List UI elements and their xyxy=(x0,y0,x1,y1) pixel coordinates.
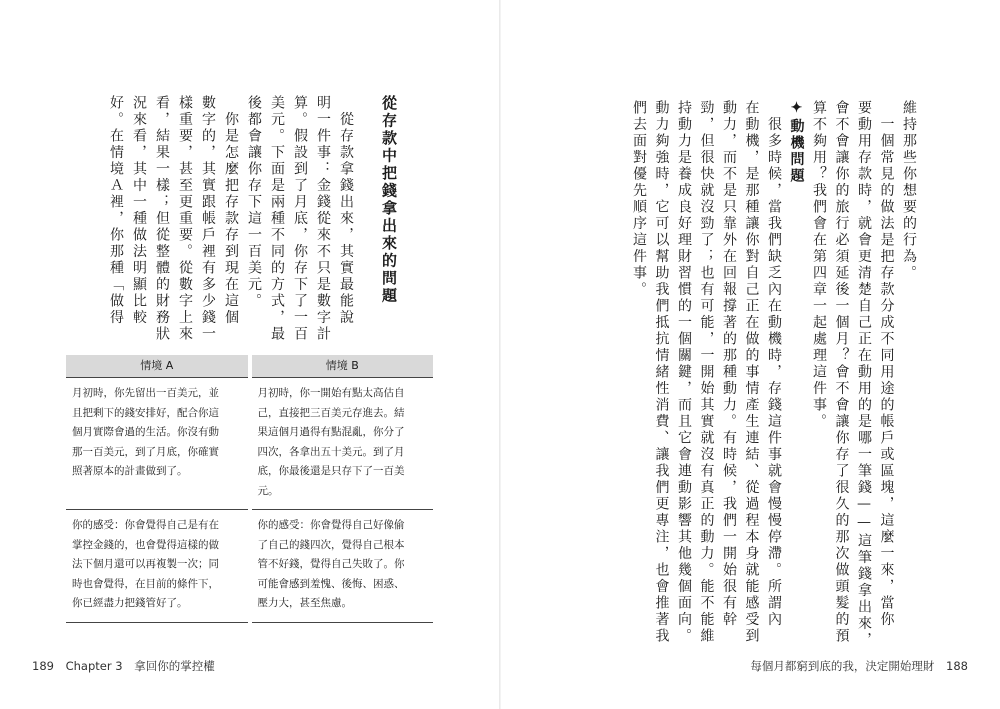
body-line: 要動用存款時，就會更清楚自己正在動用的是哪一筆錢——這筆錢拿出來， xyxy=(856,100,872,649)
body-line: 在動機，是那種讓你對自己正在做的事情產生連結、從過程本身就能感受到 xyxy=(743,100,760,645)
body-line: 算。假設到了月底，你存下了一百 xyxy=(292,95,308,343)
left-page-number: 189 xyxy=(32,659,54,673)
body-line: 很多時候，當我們缺乏內在動機時，存錢這件事就會慢慢停滯。所謂內 xyxy=(766,100,782,628)
right-page-body xyxy=(628,100,921,649)
cell-text-line: 那一百美元，到了月底，你確實 xyxy=(72,445,219,458)
body-line: 從存款拿錢出來，其實最能說 xyxy=(338,95,354,326)
cell-text-line: 底，你最後還是只存下了一百美 xyxy=(257,465,405,477)
table-row xyxy=(66,378,433,510)
body-line: 算不夠用？我們會在第四章一起處理這件事。 xyxy=(811,100,827,430)
body-line: 明一件事：金錢從來不只是數字計 xyxy=(315,95,331,343)
cell-text-line: 月初時，你先留出一百美元，並 xyxy=(72,387,219,399)
cell-text-line: 四次，各拿出五十美元。到了月 xyxy=(257,445,405,458)
scenario-a-cell xyxy=(66,510,250,623)
scenario-comparison-table xyxy=(66,355,433,623)
body-line: 們去面對優先順序這件事。 xyxy=(631,100,647,298)
table-row xyxy=(66,510,433,623)
left-page-body xyxy=(104,95,400,343)
cell-text-line: 你的感受：你會覺得自己是有在 xyxy=(72,519,219,531)
cell-text-line: 月初時，你一開始有點太高估自 xyxy=(257,387,405,399)
cell-text-line: 果這個月過得有點混亂，你分了 xyxy=(257,426,405,438)
scenario-a-cell xyxy=(66,378,250,510)
cell-text-line: 法下個月還可以再複製一次；同 xyxy=(72,558,219,570)
scenario-b-cell xyxy=(250,378,434,510)
right-page-footer xyxy=(742,658,968,674)
body-line: 你是怎麼把存款存到現在這個 xyxy=(223,95,239,326)
body-line: 美元。下面是兩種不同的方式，最 xyxy=(269,95,285,343)
page-gutter xyxy=(499,0,501,709)
cell-text-line: 掌控金錢的，也會覺得這樣的做 xyxy=(72,538,219,551)
body-line: 持動力是養成良好理財習慣的一個關鍵，而且它會連動影響其他幾個面向。 xyxy=(676,100,692,645)
scenario-b-cell xyxy=(250,510,434,623)
heading-spacer xyxy=(357,95,371,335)
cell-text-line: 照著原本的計畫做到了。 xyxy=(72,465,188,477)
table-header-scenario-a: 情境 A xyxy=(66,355,250,378)
left-page-footer xyxy=(32,658,223,674)
right-page-number: 188 xyxy=(946,659,968,673)
body-line: 動力夠強時，它可以幫助我們抵抗情緒性消費、讓我們更專注，也會推著我 xyxy=(653,100,670,645)
table-header-scenario-b: 情境 B xyxy=(250,355,434,378)
cell-text-line: 且把剩下的錢安排好，配合你這 xyxy=(72,406,219,419)
section-heading: 從存款中把錢拿出來的問題 xyxy=(380,95,398,305)
body-line: 後都會讓你存下這一百美元。 xyxy=(246,95,262,310)
body-line: 勁，但很快就沒勁了；也有可能，一開始其實就沒有真正的動力。能不能維 xyxy=(698,100,715,645)
body-line: 維持那些你想要的行為。 xyxy=(901,100,917,282)
cell-text-line: 壓力大，甚至焦慮。 xyxy=(257,597,352,609)
book-title: 每個月都窮到底的我，決定開始理財 xyxy=(750,659,935,673)
body-line: 好。在情境Ａ裡，你那種「做得 xyxy=(108,95,124,326)
body-line: 一個常見的做法是把存款分成不同用途的帳戶或區塊，這麼一來，當你 xyxy=(878,100,895,628)
cell-text-line: 你已經盡力把錢管好了。 xyxy=(72,597,188,609)
section-subhead: ✦動機問題 xyxy=(788,100,805,185)
cell-text-line: 管不好錢，覺得自己失敗了。你 xyxy=(257,558,405,570)
body-line: 看，結果一樣；但從整體的財務狀 xyxy=(154,95,170,343)
cell-text-line: 己，直接把三百美元存進去。結 xyxy=(257,406,405,419)
chapter-title: 拿回你的掌控權 xyxy=(134,659,215,673)
chapter-label: Chapter 3 xyxy=(65,659,123,673)
cell-text-line: 個月實際會過的生活。你沒有動 xyxy=(72,426,219,438)
cell-text-line: 了自己的錢四次，覺得自己根本 xyxy=(257,538,405,551)
body-line: 數字的，其實跟帳戶裡有多少錢一 xyxy=(200,95,216,343)
cell-text-line: 元。 xyxy=(257,484,279,497)
cell-text-line: 可能會感到羞愧、後悔、困惑、 xyxy=(257,577,405,590)
body-line: 樣重要，甚至更重要。從數字上來 xyxy=(177,95,193,343)
cell-text-line: 你的感受：你會覺得自己好像偷 xyxy=(257,519,405,531)
body-line: 會不會讓你的旅行必須延後一個月？會不會讓你存了很久的那次做頭髮的預 xyxy=(833,100,850,645)
body-line: 動力，而不是只靠外在回報撐著的那種動力。有時候，我們一開始很有幹 xyxy=(721,100,737,628)
cell-text-line: 時也會覺得，在目前的條件下， xyxy=(72,577,219,590)
body-line: 況來看，其中一種做法明顯比較 xyxy=(131,95,147,326)
